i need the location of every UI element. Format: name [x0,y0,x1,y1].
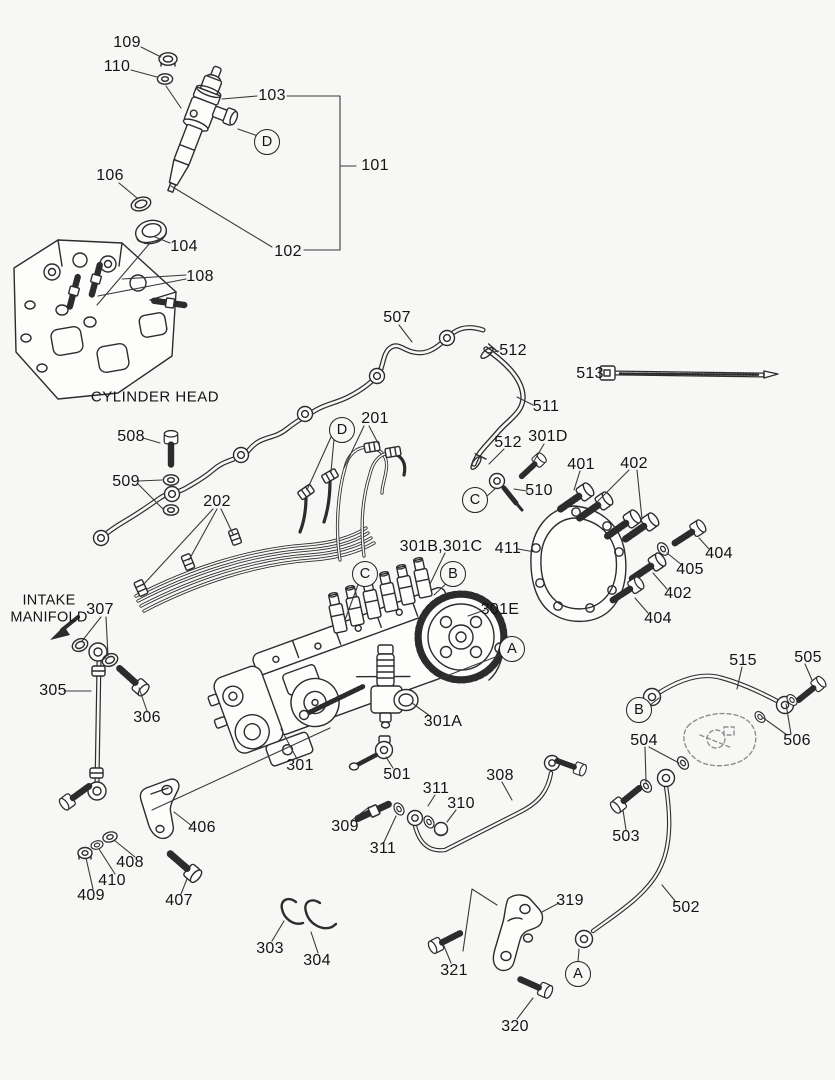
callout-301B-301C: 301B,301C [399,538,483,555]
callout-507: 507 [383,309,411,326]
callout-406: 406 [188,819,216,836]
callout-301: 301 [286,757,314,774]
callout-202: 202 [203,493,231,510]
callout-304: 304 [303,952,331,969]
callout-letter-b-2: B [626,697,652,723]
bolt-404-a [670,518,707,549]
callout-506: 506 [783,732,811,749]
callout-409: 409 [77,887,105,904]
callout-404-a: 404 [705,545,733,562]
callout-104: 104 [170,238,198,255]
nut-409 [78,848,92,860]
callout-515: 515 [729,652,757,669]
washer-504-a [675,755,691,772]
callout-309: 309 [331,818,359,835]
washer-311-a [392,801,406,817]
hooks-303-304 [282,899,336,928]
banjo-bolt-306 [114,663,151,698]
bolt-301D [517,451,548,481]
callout-504: 504 [630,732,658,749]
callout-letter-d-2: D [329,417,355,443]
callout-letter-a-2: A [565,961,591,987]
callout-305: 305 [39,682,67,699]
callout-501: 501 [383,766,411,783]
callout-311-b: 311 [369,840,397,857]
joint-510 [490,474,523,511]
callout-511: 511 [532,398,560,415]
callout-letter-a-1: A [499,636,525,662]
bolt-320 [517,973,554,999]
callout-311-a: 311 [422,780,450,797]
callout-letter-b-1: B [440,561,466,587]
cap-310 [435,823,448,836]
bolt-321 [427,927,464,955]
callout-319: 319 [556,892,584,909]
callout-401: 401 [567,456,595,473]
callout-402-b: 402 [664,585,692,602]
callout-512-a: 512 [499,342,527,359]
callout-109: 109 [113,34,141,51]
callout-308: 308 [486,767,514,784]
callout-320: 320 [501,1018,529,1035]
bolt-503 [609,782,644,814]
washer-110 [157,74,172,84]
callout-410: 410 [98,872,126,889]
callout-letter-c-1: C [462,487,488,513]
callout-508: 508 [117,428,145,445]
callout-411: 411 [494,540,522,557]
callout-301A: 301A [423,713,463,730]
callout-512-b: 512 [494,434,522,451]
injector-assembly [129,53,251,247]
bolt-407 [165,848,204,885]
callout-301D: 301D [528,428,568,445]
callout-503: 503 [612,828,640,845]
callout-408: 408 [116,854,144,871]
intake-manifold-label [10,593,87,628]
callout-103: 103 [258,87,286,104]
callout-404-b: 404 [644,610,672,627]
nut-109 [159,53,177,66]
cylinder-head-label: CYLINDER HEAD [90,388,220,406]
callout-letter-c-2: C [352,561,378,587]
bolt-508 [164,431,178,466]
callout-310: 310 [447,795,475,812]
callout-510: 510 [525,482,553,499]
ghost-part [684,714,756,766]
callout-102: 102 [274,243,302,260]
callout-321: 321 [440,962,468,979]
callout-201: 201 [361,410,389,427]
callout-402-a: 402 [620,455,648,472]
washer-410 [90,839,104,850]
hose-515 [644,675,828,766]
callout-307: 307 [86,601,114,618]
o-ring-106 [129,195,152,214]
callout-509: 509 [112,473,140,490]
callout-106: 106 [96,167,124,184]
bolt-505 [794,675,828,706]
callout-101: 101 [361,157,389,174]
callout-letter-d-1: D [254,129,280,155]
intake-manifold-line1: INTAKE [22,592,76,609]
lower-bolt [58,780,94,811]
callout-301E: 301E [480,601,520,618]
callout-108: 108 [186,268,214,285]
intake-manifold-line2: MANIFOLD [10,610,88,626]
o-ring-307-a [70,636,90,654]
callout-502: 502 [672,899,700,916]
callout-505: 505 [794,649,822,666]
injection-pump [198,557,505,781]
callout-513: 513 [576,365,604,382]
callout-110: 110 [103,58,131,75]
cylinder-head [14,240,186,399]
callout-407: 407 [165,892,193,909]
nozzle-cup-104 [133,218,168,247]
cable-tie-513 [600,366,778,380]
callout-303: 303 [256,940,284,957]
washer-509-a [163,475,178,485]
washer-506-b [753,710,767,725]
bracket-319 [427,895,555,999]
callout-405: 405 [676,561,704,578]
callout-306: 306 [133,709,161,726]
injector-103 [158,63,251,205]
gasket-411 [531,506,626,621]
washer-509-b [163,505,178,515]
pipe-502 [576,755,691,948]
banjo-bolt-501 [350,736,393,770]
stud-309 [356,799,392,823]
washer-311-b [422,814,436,830]
